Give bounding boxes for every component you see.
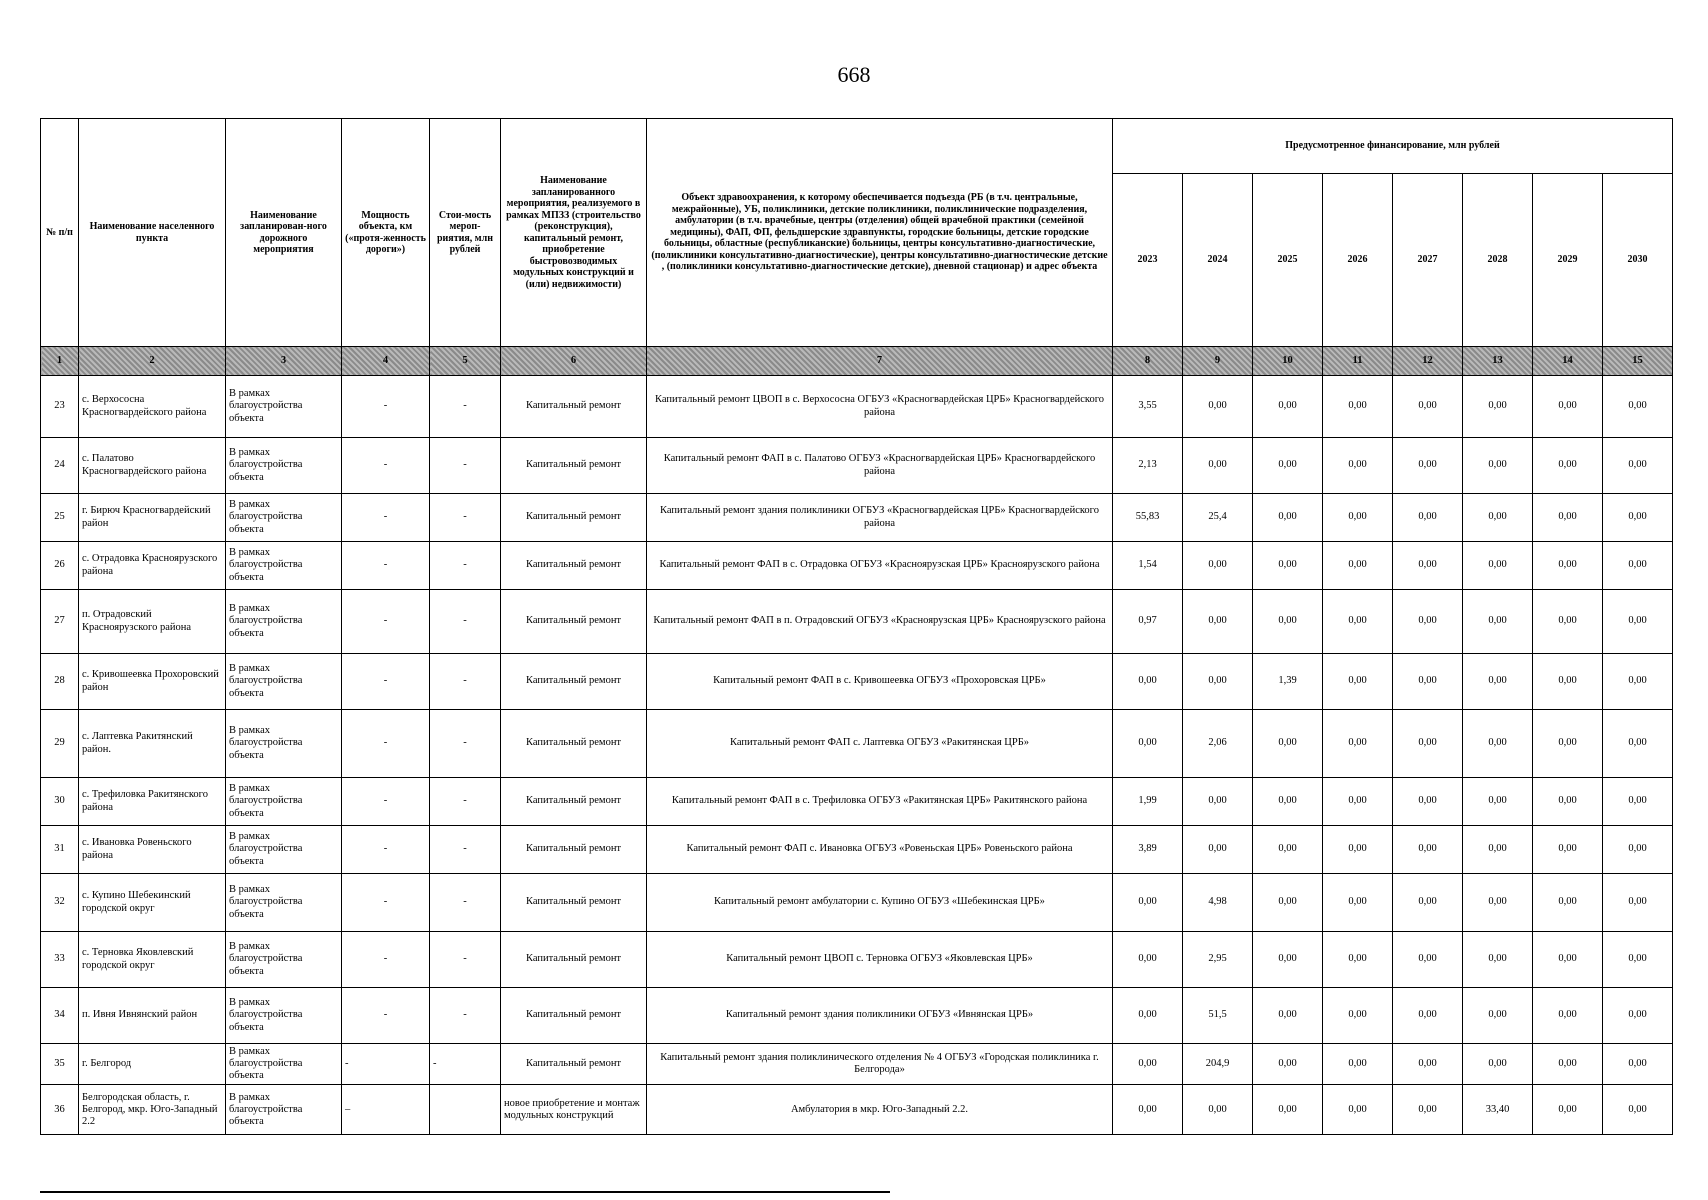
funding-2023: 0,00 [1113, 710, 1183, 778]
capacity: – [342, 1085, 430, 1135]
road-event: В рамках благоустройства объекта [226, 494, 342, 542]
road-event: В рамках благоустройства объекта [226, 710, 342, 778]
row-number: 32 [41, 874, 79, 932]
funding-2027: 0,00 [1393, 874, 1463, 932]
funding-2030: 0,00 [1603, 1044, 1673, 1085]
funding-2024: 204,9 [1183, 1044, 1253, 1085]
funding-2029: 0,00 [1533, 542, 1603, 590]
row-number: 29 [41, 710, 79, 778]
funding-2030: 0,00 [1603, 494, 1673, 542]
row-number: 28 [41, 654, 79, 710]
funding-2023: 2,13 [1113, 438, 1183, 494]
planned-event: Капитальный ремонт [501, 932, 647, 988]
funding-2027: 0,00 [1393, 826, 1463, 874]
funding-2024: 0,00 [1183, 826, 1253, 874]
funding-2028: 33,40 [1463, 1085, 1533, 1135]
funding-2029: 0,00 [1533, 494, 1603, 542]
table-header [41, 119, 1673, 376]
capacity: - [342, 494, 430, 542]
column-number: 1 [41, 347, 79, 376]
column-number: 4 [342, 347, 430, 376]
capacity: - [342, 590, 430, 654]
planned-event: Капитальный ремонт [501, 778, 647, 826]
funding-2026: 0,00 [1323, 874, 1393, 932]
settlement-name: п. Отрадовский Красноярузского района [79, 590, 226, 654]
healthcare-object: Капитальный ремонт ФАП в п. Отрадовский ОГБУЗ «Красноярузская ЦРБ» Красноярузского района [647, 590, 1113, 654]
row-number: 36 [41, 1085, 79, 1135]
column-number: 3 [226, 347, 342, 376]
funding-2028: 0,00 [1463, 778, 1533, 826]
column-number: 14 [1533, 347, 1603, 376]
planned-event: Капитальный ремонт [501, 874, 647, 932]
planned-event: Капитальный ремонт [501, 988, 647, 1044]
funding-2030: 0,00 [1603, 874, 1673, 932]
table-row [41, 542, 1673, 590]
funding-2023: 1,54 [1113, 542, 1183, 590]
road-event: В рамках благоустройства объекта [226, 590, 342, 654]
cost: - [430, 590, 501, 654]
funding-2027: 0,00 [1393, 542, 1463, 590]
funding-2027: 0,00 [1393, 494, 1463, 542]
row-number: 25 [41, 494, 79, 542]
planned-event: новое приобретение и монтаж модульных конструкций [501, 1085, 647, 1135]
funding-2028: 0,00 [1463, 654, 1533, 710]
funding-2029: 0,00 [1533, 826, 1603, 874]
capacity: - [342, 438, 430, 494]
cost: - [430, 1044, 501, 1085]
funding-2024: 51,5 [1183, 988, 1253, 1044]
settlement-name: с. Кривошеевка Прохоровский район [79, 654, 226, 710]
funding-2029: 0,00 [1533, 988, 1603, 1044]
healthcare-object: Капитальный ремонт ФАП в с. Палатово ОГБУЗ «Красногвардейская ЦРБ» Красногвардейского района [647, 438, 1113, 494]
planned-event: Капитальный ремонт [501, 1044, 647, 1085]
funding-2030: 0,00 [1603, 542, 1673, 590]
funding-2023: 3,89 [1113, 826, 1183, 874]
funding-2028: 0,00 [1463, 988, 1533, 1044]
header-year: 2029 [1533, 174, 1603, 347]
settlement-name: п. Ивня Ивнянский район [79, 988, 226, 1044]
table-row [41, 438, 1673, 494]
healthcare-object: Капитальный ремонт ЦВОП в с. Верхососна ОГБУЗ «Красногвардейская ЦРБ» Красногвардейского района [647, 376, 1113, 438]
row-number: 34 [41, 988, 79, 1044]
table-row [41, 988, 1673, 1044]
column-number: 12 [1393, 347, 1463, 376]
funding-2023: 0,97 [1113, 590, 1183, 654]
cost: - [430, 654, 501, 710]
funding-2025: 0,00 [1253, 932, 1323, 988]
healthcare-object: Капитальный ремонт ФАП в с. Кривошеевка ОГБУЗ «Прохоровская ЦРБ» [647, 654, 1113, 710]
settlement-name: Белгородская область, г. Белгород, мкр. Юго-Западный 2.2 [79, 1085, 226, 1135]
funding-2029: 0,00 [1533, 376, 1603, 438]
funding-2025: 0,00 [1253, 874, 1323, 932]
cost: - [430, 376, 501, 438]
funding-2025: 0,00 [1253, 542, 1323, 590]
header-year: 2027 [1393, 174, 1463, 347]
funding-2030: 0,00 [1603, 932, 1673, 988]
funding-2030: 0,00 [1603, 710, 1673, 778]
funding-2024: 0,00 [1183, 778, 1253, 826]
funding-2024: 0,00 [1183, 542, 1253, 590]
funding-2023: 0,00 [1113, 1085, 1183, 1135]
funding-2027: 0,00 [1393, 1085, 1463, 1135]
funding-2028: 0,00 [1463, 376, 1533, 438]
planned-event: Капитальный ремонт [501, 376, 647, 438]
table-row [41, 778, 1673, 826]
cost: - [430, 778, 501, 826]
road-event: В рамках благоустройства объекта [226, 654, 342, 710]
cost: - [430, 826, 501, 874]
funding-2028: 0,00 [1463, 710, 1533, 778]
capacity: - [342, 710, 430, 778]
funding-2024: 0,00 [1183, 438, 1253, 494]
settlement-name: с. Ивановка Ровеньского района [79, 826, 226, 874]
road-event: В рамках благоустройства объекта [226, 874, 342, 932]
funding-2027: 0,00 [1393, 376, 1463, 438]
funding-2023: 3,55 [1113, 376, 1183, 438]
column-number: 13 [1463, 347, 1533, 376]
capacity: - [342, 778, 430, 826]
funding-2029: 0,00 [1533, 778, 1603, 826]
funding-2029: 0,00 [1533, 710, 1603, 778]
funding-2024: 4,98 [1183, 874, 1253, 932]
funding-2023: 0,00 [1113, 654, 1183, 710]
road-event: В рамках благоустройства объекта [226, 1085, 342, 1135]
funding-2027: 0,00 [1393, 590, 1463, 654]
column-number: 10 [1253, 347, 1323, 376]
funding-table [40, 118, 1673, 1135]
funding-2028: 0,00 [1463, 494, 1533, 542]
column-number: 7 [647, 347, 1113, 376]
funding-2030: 0,00 [1603, 438, 1673, 494]
funding-2025: 0,00 [1253, 376, 1323, 438]
row-number: 31 [41, 826, 79, 874]
funding-table-container [40, 118, 1673, 1135]
funding-2026: 0,00 [1323, 1085, 1393, 1135]
header-cost: Стои-мость мероп-риятия, млн рублей [430, 119, 501, 347]
bottom-rule [40, 1191, 890, 1193]
funding-2028: 0,00 [1463, 874, 1533, 932]
settlement-name: с. Трефиловка Ракитянского района [79, 778, 226, 826]
funding-2023: 0,00 [1113, 1044, 1183, 1085]
funding-2027: 0,00 [1393, 932, 1463, 988]
capacity: - [342, 654, 430, 710]
column-number: 6 [501, 347, 647, 376]
table-row [41, 932, 1673, 988]
cost: - [430, 932, 501, 988]
road-event: В рамках благоустройства объекта [226, 988, 342, 1044]
column-number: 5 [430, 347, 501, 376]
planned-event: Капитальный ремонт [501, 654, 647, 710]
capacity: - [342, 376, 430, 438]
funding-2027: 0,00 [1393, 1044, 1463, 1085]
column-number: 8 [1113, 347, 1183, 376]
funding-2025: 0,00 [1253, 988, 1323, 1044]
settlement-name: с. Терновка Яковлевский городской округ [79, 932, 226, 988]
capacity: - [342, 988, 430, 1044]
funding-2026: 0,00 [1323, 494, 1393, 542]
settlement-name: с. Верхососна Красногвардейского района [79, 376, 226, 438]
healthcare-object: Капитальный ремонт ФАП с. Ивановка ОГБУЗ «Ровеньская ЦРБ» Ровеньского района [647, 826, 1113, 874]
funding-2025: 0,00 [1253, 494, 1323, 542]
funding-2025: 1,39 [1253, 654, 1323, 710]
funding-2029: 0,00 [1533, 1044, 1603, 1085]
header-capacity: Мощность объекта, км («протя-женность дороги») [342, 119, 430, 347]
road-event: В рамках благоустройства объекта [226, 778, 342, 826]
road-event: В рамках благоустройства объекта [226, 826, 342, 874]
funding-2028: 0,00 [1463, 1044, 1533, 1085]
settlement-name: с. Палатово Красногвардейского района [79, 438, 226, 494]
planned-event: Капитальный ремонт [501, 494, 647, 542]
funding-2024: 0,00 [1183, 654, 1253, 710]
funding-2030: 0,00 [1603, 826, 1673, 874]
funding-2030: 0,00 [1603, 988, 1673, 1044]
funding-2026: 0,00 [1323, 590, 1393, 654]
settlement-name: г. Бирюч Красногвардейский район [79, 494, 226, 542]
header-year: 2025 [1253, 174, 1323, 347]
table-row [41, 1044, 1673, 1085]
funding-2027: 0,00 [1393, 778, 1463, 826]
funding-2025: 0,00 [1253, 590, 1323, 654]
header-year: 2024 [1183, 174, 1253, 347]
funding-2026: 0,00 [1323, 1044, 1393, 1085]
funding-2024: 0,00 [1183, 1085, 1253, 1135]
column-number: 2 [79, 347, 226, 376]
planned-event: Капитальный ремонт [501, 590, 647, 654]
healthcare-object: Капитальный ремонт амбулатории с. Купино ОГБУЗ «Шебекинская ЦРБ» [647, 874, 1113, 932]
road-event: В рамках благоустройства объекта [226, 1044, 342, 1085]
capacity: - [342, 932, 430, 988]
capacity: - [342, 874, 430, 932]
funding-2024: 25,4 [1183, 494, 1253, 542]
funding-2026: 0,00 [1323, 654, 1393, 710]
header-year: 2028 [1463, 174, 1533, 347]
page-number: 668 [837, 62, 871, 87]
funding-2030: 0,00 [1603, 376, 1673, 438]
header-funding: Предусмотренное финансирование, млн рублей [1113, 119, 1673, 174]
funding-2026: 0,00 [1323, 988, 1393, 1044]
funding-2029: 0,00 [1533, 654, 1603, 710]
capacity: - [342, 1044, 430, 1085]
table-row [41, 654, 1673, 710]
funding-2030: 0,00 [1603, 590, 1673, 654]
row-number: 23 [41, 376, 79, 438]
header-year: 2023 [1113, 174, 1183, 347]
table-row [41, 710, 1673, 778]
header-road-event: Наименование запланирован-ного дорожного мероприятия [226, 119, 342, 347]
table-row [41, 826, 1673, 874]
healthcare-object: Капитальный ремонт здания поликлиники ОГБУЗ «Красногвардейская ЦРБ» Красногвардейского района [647, 494, 1113, 542]
healthcare-object: Капитальный ремонт здания поликлиники ОГБУЗ «Ивнянская ЦРБ» [647, 988, 1113, 1044]
funding-2028: 0,00 [1463, 932, 1533, 988]
funding-2025: 0,00 [1253, 826, 1323, 874]
header-year: 2030 [1603, 174, 1673, 347]
healthcare-object: Капитальный ремонт ФАП с. Лаптевка ОГБУЗ «Ракитянская ЦРБ» [647, 710, 1113, 778]
cost: - [430, 988, 501, 1044]
funding-2024: 0,00 [1183, 590, 1253, 654]
road-event: В рамках благоустройства объекта [226, 542, 342, 590]
funding-2027: 0,00 [1393, 710, 1463, 778]
header-event: Наименование запланированного мероприятия, реализуемого в рамках МПЗЗ (строительство (реконструкция), капитальный ремонт, приобретение быстровозводимых модульных конструкций и (или) недвижимости) [501, 119, 647, 347]
funding-2024: 0,00 [1183, 376, 1253, 438]
funding-2024: 2,06 [1183, 710, 1253, 778]
column-number: 9 [1183, 347, 1253, 376]
funding-2023: 1,99 [1113, 778, 1183, 826]
row-number: 24 [41, 438, 79, 494]
healthcare-object: Капитальный ремонт ФАП в с. Трефиловка ОГБУЗ «Ракитянская ЦРБ» Ракитянского района [647, 778, 1113, 826]
table-row [41, 376, 1673, 438]
cost: - [430, 710, 501, 778]
column-numbers-row [41, 347, 1673, 376]
settlement-name: с. Отрадовка Красноярузского района [79, 542, 226, 590]
funding-2026: 0,00 [1323, 438, 1393, 494]
table-row [41, 874, 1673, 932]
funding-2026: 0,00 [1323, 542, 1393, 590]
healthcare-object: Капитальный ремонт ЦВОП с. Терновка ОГБУЗ «Яковлевская ЦРБ» [647, 932, 1113, 988]
road-event: В рамках благоустройства объекта [226, 932, 342, 988]
funding-2030: 0,00 [1603, 778, 1673, 826]
funding-2025: 0,00 [1253, 778, 1323, 826]
funding-2029: 0,00 [1533, 590, 1603, 654]
column-number: 11 [1323, 347, 1393, 376]
funding-2028: 0,00 [1463, 542, 1533, 590]
funding-2026: 0,00 [1323, 376, 1393, 438]
funding-2027: 0,00 [1393, 438, 1463, 494]
settlement-name: г. Белгород [79, 1044, 226, 1085]
table-row [41, 1085, 1673, 1135]
table-body [41, 376, 1673, 1135]
cost: - [430, 874, 501, 932]
funding-2023: 55,83 [1113, 494, 1183, 542]
funding-2029: 0,00 [1533, 932, 1603, 988]
header-settlement: Наименование населенного пункта [79, 119, 226, 347]
funding-2023: 0,00 [1113, 988, 1183, 1044]
funding-2030: 0,00 [1603, 1085, 1673, 1135]
column-number: 15 [1603, 347, 1673, 376]
settlement-name: с. Лаптевка Ракитянский район. [79, 710, 226, 778]
row-number: 26 [41, 542, 79, 590]
cost: - [430, 438, 501, 494]
capacity: - [342, 826, 430, 874]
row-number: 27 [41, 590, 79, 654]
road-event: В рамках благоустройства объекта [226, 376, 342, 438]
funding-2027: 0,00 [1393, 988, 1463, 1044]
planned-event: Капитальный ремонт [501, 710, 647, 778]
funding-2029: 0,00 [1533, 438, 1603, 494]
funding-2025: 0,00 [1253, 710, 1323, 778]
settlement-name: с. Купино Шебекинский городской округ [79, 874, 226, 932]
funding-2026: 0,00 [1323, 826, 1393, 874]
funding-2030: 0,00 [1603, 654, 1673, 710]
row-number: 35 [41, 1044, 79, 1085]
funding-2024: 2,95 [1183, 932, 1253, 988]
header-no: № п/п [41, 119, 79, 347]
funding-2023: 0,00 [1113, 874, 1183, 932]
funding-2025: 0,00 [1253, 438, 1323, 494]
header-object: Объект здравоохранения, к которому обеспечивается подъезда (РБ (в т.ч. центральные, межрайонные), УБ, поликлиники, детские поликлиники, поликлинические подразделения, амбулатории (в т.ч. врачебные, центры (отделения) общей врачебной практики (семейной медицины), ФАП, ФП, фельдшерские здравпункты, городские больницы, детские городские больницы, областные (республиканские) больницы, центры консультативно-диагностические, (поликлиники консультативно-диагностические), центры консультативно-диагностические детские , (поликлиники консультативно-диагностические детские), дневной стационар) и адрес объекта [647, 119, 1113, 347]
funding-2023: 0,00 [1113, 932, 1183, 988]
funding-2026: 0,00 [1323, 778, 1393, 826]
capacity: - [342, 542, 430, 590]
road-event: В рамках благоустройства объекта [226, 438, 342, 494]
planned-event: Капитальный ремонт [501, 542, 647, 590]
healthcare-object: Амбулатория в мкр. Юго-Западный 2.2. [647, 1085, 1113, 1135]
cost [430, 1085, 501, 1135]
funding-2025: 0,00 [1253, 1044, 1323, 1085]
row-number: 30 [41, 778, 79, 826]
funding-2028: 0,00 [1463, 826, 1533, 874]
cost: - [430, 494, 501, 542]
funding-2029: 0,00 [1533, 1085, 1603, 1135]
funding-2028: 0,00 [1463, 438, 1533, 494]
funding-2028: 0,00 [1463, 590, 1533, 654]
funding-2026: 0,00 [1323, 710, 1393, 778]
table-row [41, 494, 1673, 542]
healthcare-object: Капитальный ремонт здания поликлинического отделения № 4 ОГБУЗ «Городская поликлиника г. Белгорода» [647, 1044, 1113, 1085]
planned-event: Капитальный ремонт [501, 438, 647, 494]
table-row [41, 590, 1673, 654]
funding-2027: 0,00 [1393, 654, 1463, 710]
header-year: 2026 [1323, 174, 1393, 347]
funding-2026: 0,00 [1323, 932, 1393, 988]
funding-2029: 0,00 [1533, 874, 1603, 932]
healthcare-object: Капитальный ремонт ФАП в с. Отрадовка ОГБУЗ «Красноярузская ЦРБ» Красноярузского района [647, 542, 1113, 590]
funding-2025: 0,00 [1253, 1085, 1323, 1135]
planned-event: Капитальный ремонт [501, 826, 647, 874]
cost: - [430, 542, 501, 590]
row-number: 33 [41, 932, 79, 988]
